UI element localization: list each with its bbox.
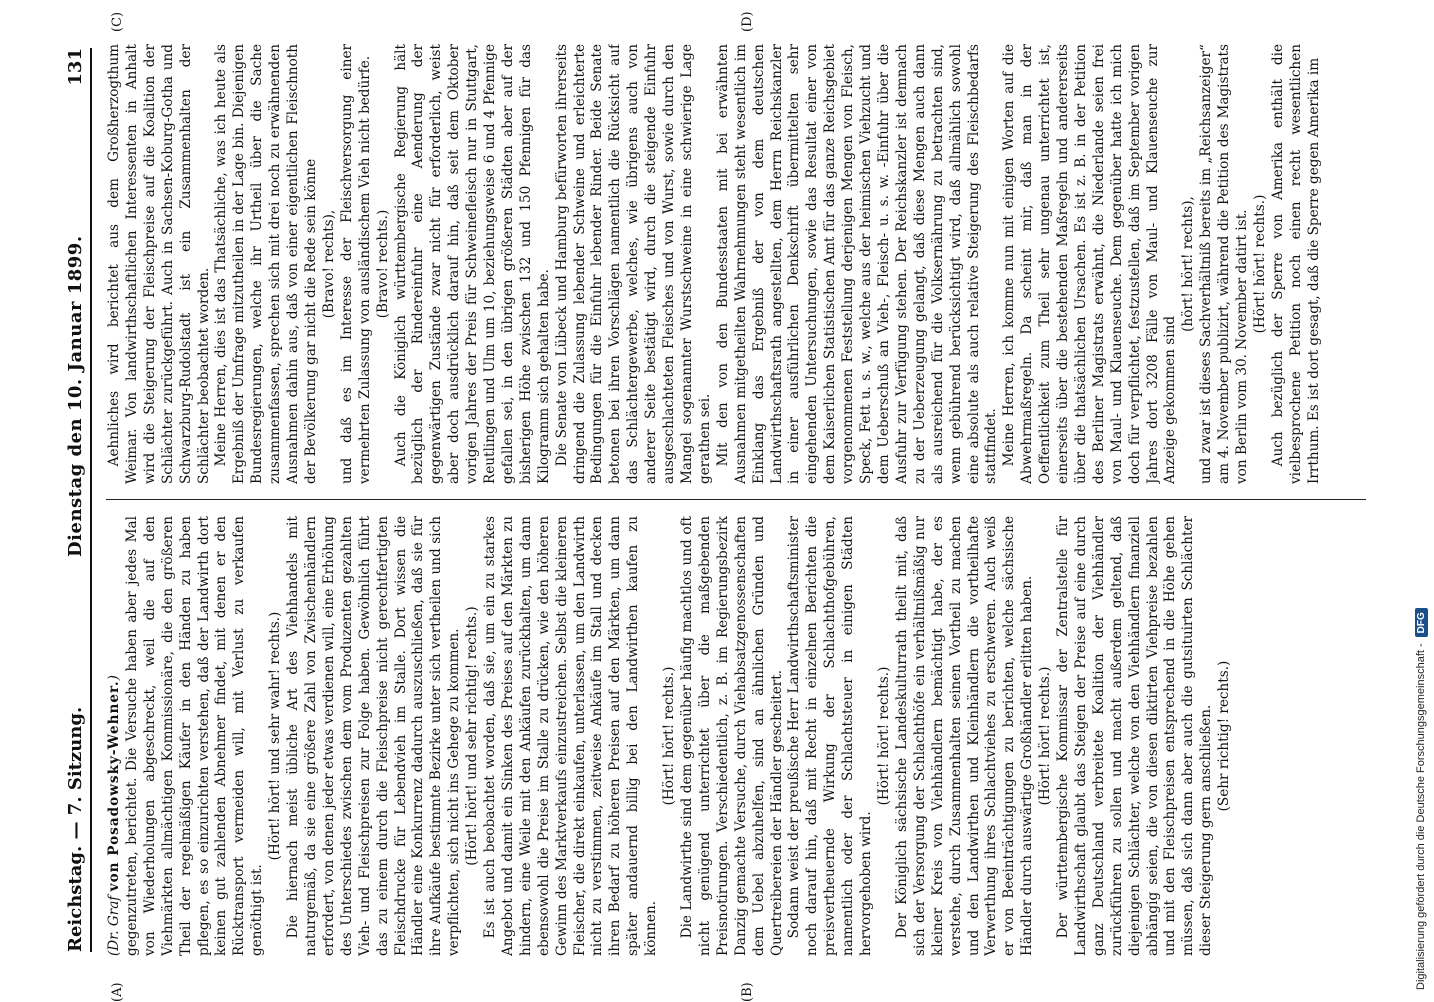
paragraph: Sodann weist der preußische Herr Landwirthschaftsminister noch darauf hin, daß mit Recht in einzelnen Berichten die preisvertheuernde Wirkung der Schlachthofgebühren, namentlich oder der Schlachtsteuer in einigen Städten hervorgehoben wird. xyxy=(786,516,875,956)
header-date: Dienstag den 10. Januar 1899. xyxy=(65,235,86,557)
paragraph: und zwar ist dieses Sachverhältniß bereits im „Reichsanzeiger“ am 4. November publizirt, während die Petition des Magistrats von Berlin vom 30. November datirt ist. xyxy=(1198,44,1251,484)
interjection: (Hört! hört! rechts.) xyxy=(661,666,678,806)
column-divider xyxy=(106,499,1366,500)
header-left: Reichstag. — 7. Sitzung. xyxy=(65,706,86,952)
margin-mark-c: (C) xyxy=(110,11,125,32)
speaker-reference xyxy=(106,516,124,956)
paragraph: Der Königlich sächsische Landeskulturrath theilt mit, daß sich der Versorgung der Schlachthöfe ein verhältnißmäßig nur kleiner Kreis von Viehhändlern bemächtigt habe, der es verstehe, durch Zusammenhalten seinen Vortheil zu machen und den Landwirthen und Kleinhändlern die vortheilhafte Verwerthung ihres Schlachtviehes zu erschweren. Auch weiß er von Beeinträchtigungen zu berichten, welche sächsische Händler durch auswärtige Großhändler erlitten haben. xyxy=(893,516,1036,956)
paragraph: Meine Herren, dies ist das Thatsächliche, was ich heute als Ergebniß der Umfrage mitzutheilen in der Lage bin. Diejenigen Bundesregierungen, welche ihr Urtheil über die Sache zusammenfassen, sprechen sich mit drei noch zu erwähnenden Ausnahmen dahin aus, daß von einer eigentlichen Fleischnoth der Bevölkerung gar nicht die Rede sein könne xyxy=(213,44,319,484)
dfg-logo: DFG xyxy=(1415,608,1428,637)
interjection: (Sehr richtig! rechts.) xyxy=(1216,660,1233,812)
page-number: 131 xyxy=(65,48,86,86)
interjection: (Hört! hört! rechts.) xyxy=(875,666,892,806)
running-head xyxy=(50,48,92,952)
paragraph: gegenzutreten, berichtet. Die Versuche haben aber jedes Mal von Wiederholungen abgeschreckt, weil die auf den Viehmärkten allmächtigen Kommissionäre, die den größeren Theil der regelmäßigen Käufer in den Händen zu haben pflegen, es so einzurichten verstehen, daß der Landwirth dort keinen gut zahlenden Abnehmer findet, mit denen er den Rücktransport vermeiden will, mit Verlust zu verkaufen genöthigt ist. xyxy=(123,516,266,956)
interjection: (Bravo! rechts.) xyxy=(374,209,391,319)
rotated-page xyxy=(50,11,1380,1002)
interjection: (Hört! hört! und sehr wahr! rechts.) xyxy=(267,611,284,861)
paragraph: Auch bezüglich der Sperre von Amerika enthält die vielbesprochene Petition noch einen recht wesentlichen Irrthum. Es ist dort gesagt, daß die Sperre gegen Amerika im xyxy=(1269,44,1322,484)
paragraph: Der württembergische Kommissar der Zentralstelle für Landwirthschaft glaubt das Steigen der Preise auf eine durch ganz Deutschland verbreitete Koalition der Viehhändler zurückführen zu sollen und macht außerdem geltend, daß diejenigen Schlächter, welche von den Viehhändlern finanziell abhängig seien, die von diesen diktirten Viehpreise bezahlen und mit den Fleischpreisen entsprechend in die Höhe gehen müssen, daß sich dann aber auch die gutsituirten Schlächter dieser Steigerung gern anschließen. xyxy=(1055,516,1215,956)
margin-mark-a: (A) xyxy=(110,982,125,1002)
paragraph: Mit den von den Bundesstaaten mit bei erwähnten Ausnahmen mitgetheilten Wahrnehmungen steht wesentlich im Einklang das Ergebniß der von dem deutschen Landwirthschaftsrath angestellten, dem Herrn Reichskanzler in einer ausführlichen Denkschrift übermittelten sehr eingehenden Untersuchungen, sowie das Resultat einer von dem Kaiserlichen Statistischen Amt für das ganze Reichsgebiet vorgenommenen Feststellung derjenigen Mengen von Fleisch, Speck, Fett u. s. w., welche aus der heimischen Viehzucht und dem Ueberschuß an Vieh-, Fleisch- u. s. w. -Einfuhr über die Ausfuhr zur Verfügung stehen. Der Reichskanzler ist demnach zu der Ueberzeugung gelangt, daß diese Mengen auch dann als ausreichend für die Volksernährung zu betrachten sind, wenn gebührend berücksichtigt wird, daß allmählich sowohl eine absolute als auch relative Steigerung des Fleischbedarfs stattfindet. xyxy=(714,44,1000,484)
interjection: (Hört! hört! rechts.) xyxy=(1252,194,1268,334)
paragraph: Es ist auch beobachtet worden, daß sie, um ein zu starkes Angebot und damit ein Sinken des Preises auf den Märkten zu hindern, eine Weile mit den Ankäufen zurückhalten, um dann ebensowohl die Preise im Stalle zu drücken, wie den höheren Gewinn des Marktverkaufs einzustreichen. Selbst die kleineren Fleischer, die direkt einkaufen, unterlassen, um den Landwirth nicht zu verstimmen, zeitweise Ankäufe im Stall und decken ihren Bedarf zu höheren Preisen auf den Märkten, um dann später andauernd billig bei den Landwirthen kaufen zu können. xyxy=(482,516,660,956)
paragraph: Die hiernach meist übliche Art des Viehhandels mit naturgemäß, da sie eine größere Zahl von Zwischenhändlern erfordert, von denen jeder etwas verdienen will, eine Erhöhung des Unterschiedes zwischen dem vom Produzenten gezahlten Vieh- und Fleischpreisen zur Folge haben. Gewöhnlich führt das zu einem durch die Fleischpreise nicht gerechtfertigten Fleischdrucke für Lebendvieh im Stalle. Dort wissen die Händler eine Konkurrenz dadurch auszuschließen, daß sie für ihre Aufkäufe bestimmte Bezirke unter sich vertheilen und sich verpflichten, sich nicht ins Gehege zu kommen. xyxy=(285,516,463,956)
digitization-text: Digitalisierung gefördert durch die Deutsche Forschungsgemeinschaft - xyxy=(1415,643,1427,990)
paragraph: und daß es im Interesse der Fleischversorgung einer vermehrten Zulassung von ausländischem Vieh nicht bedürfe. xyxy=(338,44,373,484)
digitization-note xyxy=(1408,10,1434,990)
margin-mark-b: (B) xyxy=(740,982,755,1002)
paragraph: Auch die Königlich württembergische Regierung hält bezüglich der Rindereinfuhr eine Aenderung der gegenwärtigen Zustände zwar nicht für erforderlich, weist aber doch ausdrücklich darauf hin, daß seit dem Oktober vorigen Jahres der Preis für Schweinefleisch nur in Stuttgart, Reutlingen und Ulm um 10, beziehungsweise 6 und 4 Pfennige gefallen sei, in den übrigen größeren Städten aber auf der bisherigen Höhe zwischen 132 und 150 Pfennigen für das Kilogramm sich gehalten habe. xyxy=(392,44,552,484)
right-column xyxy=(106,44,1366,484)
interjection: (hört! hört! rechts), xyxy=(1180,196,1197,332)
interjection: (Bravo! rechts), xyxy=(320,209,337,319)
left-column xyxy=(106,516,1366,956)
interjection: (Hört! hört! und sehr richtig! rechts.) xyxy=(464,606,481,866)
paragraph: Die Senate von Lübeck und Hamburg befürworten ihrerseits dringend die Zulassung lebender Schweine und erleichterte Bedingungen für die Einfuhr lebender Rinder. Beide Senate betonen bei ihren Vorschlägen namentlich die Rücksicht auf das Schlächtergewerbe, welches, wie übrigens auch von anderer Seite bestätigt wird, durch die steigende Einfuhr ausgeschlachteten Fleisches und von Wurst, sowie durch den Mangel sogenannter Wurstschweine in eine schwierige Lage gerathen sei. xyxy=(553,44,713,484)
paragraph: Die Landwirthe sind dem gegenüber häufig machtlos und oft nicht genügend unterrichtet über die maßgebenden Preisnotirungen. Verschiedentlich, z. B. im Regierungsbezirk Danzig gemachte Versuche, durch Viehabsatzgenossenschaften dem Uebel abzuhelfen, sind an ähnlichen Gründen und Quertreibereien der Händler gescheitert. xyxy=(679,516,785,956)
speaker-ref-prefix: (Dr. Graf xyxy=(106,891,122,956)
margin-mark-d: (D) xyxy=(740,11,755,32)
interjection: (Hört! hört! rechts.) xyxy=(1037,666,1054,806)
document-page xyxy=(50,11,1380,1002)
paragraph: Aehnliches wird berichtet aus dem Großherzogthum Weimar. Von landwirthschaftlichen Interessenten in Anhalt wird die Steigerung der Fleischpreise auf die Koalition der Schlächter zurückgeführt. Auch in Sachsen-Koburg-Gotha und Schwarzburg-Rudolstadt ist ein Zusammenhalten der Schlächter beobachtet worden. xyxy=(106,44,212,484)
paragraph: Meine Herren, ich komme nun mit einigen Worten auf die Abwehrmaßregeln. Da scheint mir, daß man in der Oeffentlichkeit zum Theil sehr ungenau unterrichtet ist, einerseits über die bestehenden Maßregeln und andererseits über die thatsächlichen Ursachen. Es ist z. B. in der Petition des Berliner Magistrats erwähnt, die Niederlande seien frei von Maul- und Klauenseuche. Dem gegenüber hatte ich mich doch für verpflichtet, festzustellen, daß im September vorigen Jahres dort 3208 Fälle von Maul- und Klauenseuche zur Anzeige gekommen sind xyxy=(1001,44,1179,484)
speaker-name: von Posadowsky-Wehner. xyxy=(106,680,122,892)
speaker-ref-suffix: ) xyxy=(106,675,122,681)
